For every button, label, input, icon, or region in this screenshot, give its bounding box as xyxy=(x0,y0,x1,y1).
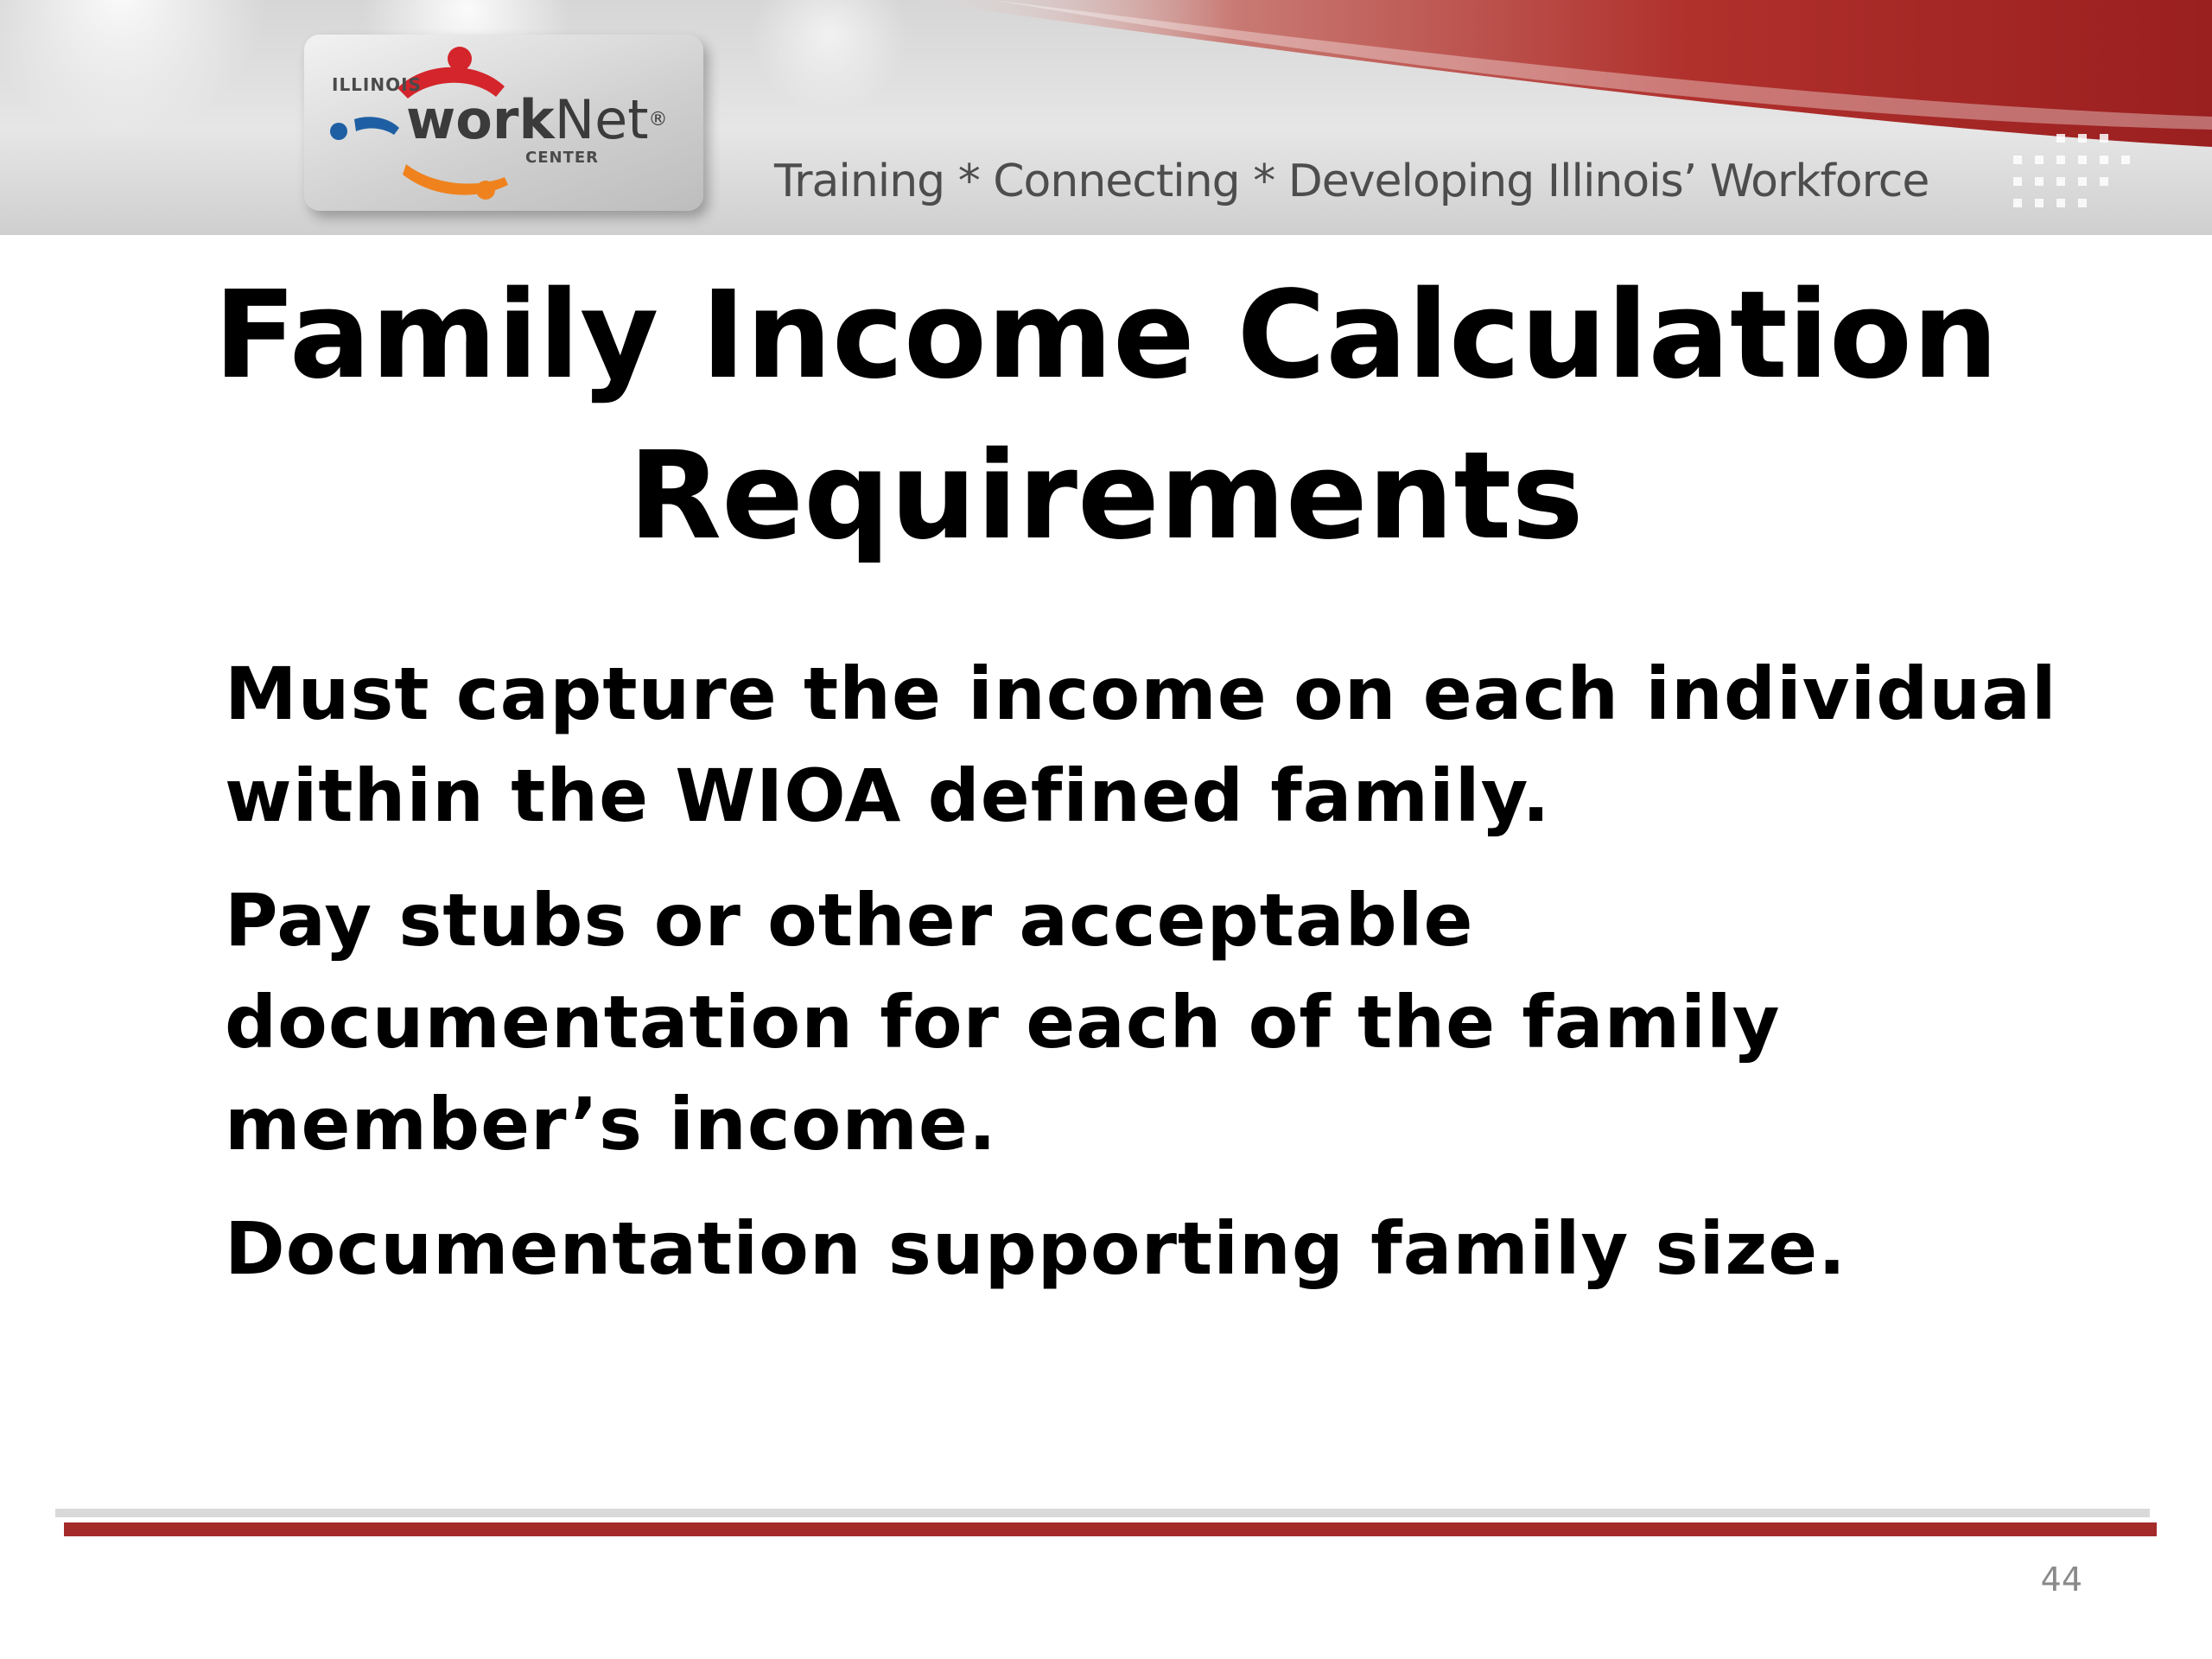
dot-grid-icon xyxy=(2013,134,2130,207)
slide-title-line-1: Family Income Calculation xyxy=(213,265,1999,406)
header-banner xyxy=(0,0,2212,235)
footer-rule-light xyxy=(55,1509,2150,1517)
logo-center-label: CENTER xyxy=(525,149,600,167)
logo-brand-mark: ® xyxy=(648,109,668,130)
footer-rule xyxy=(64,1522,2157,1536)
logo-wordmark xyxy=(406,90,668,150)
body-item-pay-stubs: Pay stubs or other acceptable documentation for each of the family member’s income. xyxy=(225,878,1781,1166)
logo-brand-light: Net xyxy=(554,88,649,151)
slide-title xyxy=(138,256,2074,577)
logo-brand-bold: work xyxy=(406,88,555,151)
page-number: 44 xyxy=(2040,1560,2082,1599)
logo-state-label: ILLINOIS xyxy=(332,74,422,95)
body-item-family-size: Documentation supporting family size. xyxy=(225,1206,1847,1291)
tagline: Training * Connecting * Developing Illinois’ Workforce xyxy=(774,156,1929,207)
slide-title-line-2: Requirements xyxy=(628,426,1584,567)
slide-body xyxy=(225,643,2108,1322)
body-item-income-capture: Must capture the income on each individual within the WIOA defined family. xyxy=(225,652,2057,838)
worknet-logo[interactable] xyxy=(304,35,703,211)
